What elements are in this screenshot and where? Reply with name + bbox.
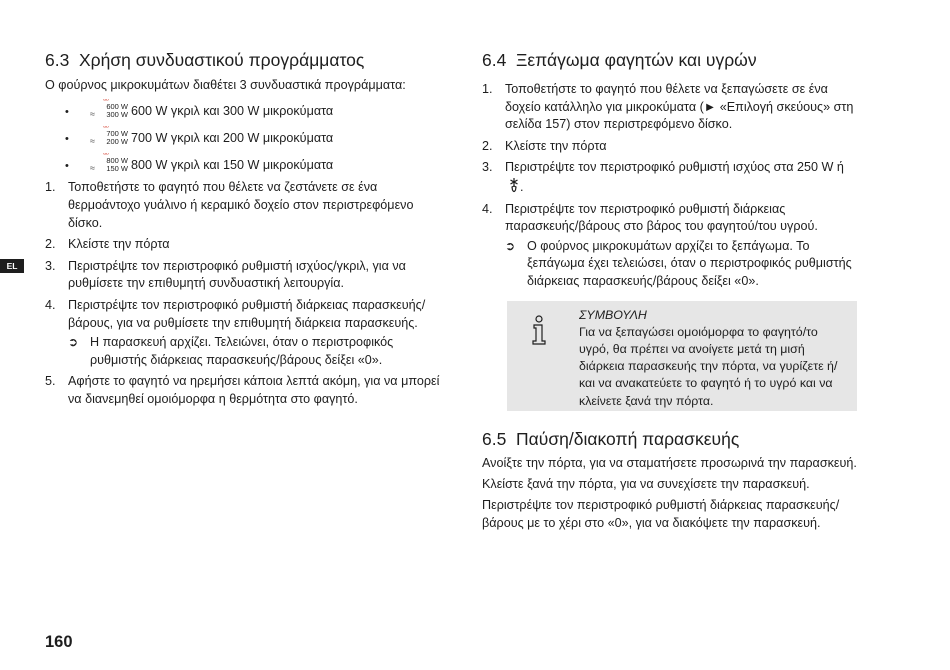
program-list: [45, 98, 447, 179]
info-icon: [529, 315, 549, 345]
program-item: • ᵕᵕᵕ ≈ 700 W 200 W 700 W γκριλ και 200 W μικροκύματα: [45, 125, 447, 152]
result-arrow-icon: ➲: [68, 335, 79, 350]
section-heading: 6.3 Χρήση συνδυαστικού προγράμματος: [45, 50, 365, 70]
language-tab: EL: [0, 259, 24, 273]
paragraph: Κλείστε ξανά την πόρτα, για να συνεχίσετε την παρασκευή.: [482, 476, 810, 491]
tip-box: [507, 301, 857, 411]
combination-program-icon: ᵕᵕᵕ ≈ 600 W 300 W: [90, 97, 128, 120]
defrost-icon: [508, 177, 520, 195]
program-item: • ᵕᵕᵕ ≈ 600 W 300 W 600 W γκριλ και 300 W μικροκύματα: [45, 98, 447, 125]
step-item: 1. Τοποθετήστε το φαγητό που θέλετε να ξεπαγώσετε σε ένα δοχείο κατάλληλο για μικροκύματα (► «Επιλογή σκεύους» στη σελίδα 157) στον περιστρεφόμενο δίσκο.: [482, 82, 854, 132]
program-item: • ᵕᵕᵕ ≈ 800 W 150 W 800 W γκριλ και 150 W μικροκύματα: [45, 152, 447, 179]
step-item: 4. Περιστρέψτε τον περιστροφικό ρυθμιστή διάρκειας παρασκευής/βάρους στο βάρος του φαγητού/του υγρού. ➲ Ο φούρνος μικροκυμάτων αρχίζει το ξεπάγωμα. Το ξεπάγωμα έχει τελειώσει, όταν ο περιστροφικός ρυθμιστής διάρκειας παρασκευής/βάρους δείξει «0».: [482, 201, 858, 291]
step-result: ➲ Η παρασκευή αρχίζει. Τελειώνει, όταν ο περιστροφικός ρυθμιστής διάρκειας παρασκευής/βάρους δείξει «0».: [68, 335, 394, 367]
step-item: 2. Κλείστε την πόρτα: [482, 138, 607, 153]
paragraph: Ανοίξτε την πόρτα, για να σταματήσετε προσωρινά την παρασκευή.: [482, 455, 857, 470]
paragraph: Περιστρέψτε τον περιστροφικό ρυθμιστή διάρκειας παρασκευής/βάρους με το χέρι στο «0», για να διακόψετε την παρασκευή.: [482, 498, 840, 530]
section-6-4: [482, 50, 858, 532]
tip-text: Για να ξεπαγώσει ομοιόμορφα το φαγητό/το υγρό, θα πρέπει να ανοίγετε μετά τη μισή διάρκεια παρασκευής την πόρτα, να γυρίζετε ή/και να ανακατεύετε το φαγητό ή το υγρό και να κλείνετε ξανά την πόρτα.: [579, 324, 838, 408]
combination-program-icon: ᵕᵕᵕ ≈ 800 W 150 W: [90, 151, 128, 174]
section-heading: 6.5 Παύση/διακοπή παρασκευής: [482, 428, 740, 449]
section-intro: Ο φούρνος μικροκυμάτων διαθέτει 3 συνδυαστικά προγράμματα:: [45, 78, 406, 92]
steps-list: [45, 179, 447, 408]
step-item: 2. Κλείστε την πόρτα: [45, 237, 170, 252]
tip-title: ΣΥΜΒΟΥΛΗ: [579, 307, 647, 322]
page-number: 160: [45, 633, 73, 651]
section-6-5: [482, 429, 858, 533]
steps-list: [482, 81, 858, 291]
result-arrow-icon: ➲: [505, 238, 516, 253]
step-item: 1. Τοποθετήστε το φαγητό που θέλετε να ζεστάνετε σε ένα θερμοάντοχο γυάλινο ή κεραμικό δοχείο στον περιστρεφόμενο δίσκο.: [45, 180, 414, 230]
combination-program-icon: ᵕᵕᵕ ≈ 700 W 200 W: [90, 124, 128, 147]
step-result: ➲ Ο φούρνος μικροκυμάτων αρχίζει το ξεπάγωμα. Το ξεπάγωμα έχει τελειώσει, όταν ο περιστροφικός ρυθμιστής διάρκειας παρασκευής/βάρους δείξει «0».: [505, 238, 852, 288]
section-6-3: [45, 50, 447, 413]
step-item: 3. Περιστρέψτε τον περιστροφικό ρυθμιστή ισχύος/γκριλ, για να ρυθμίσετε την επιθυμητή συνδυαστική λειτουργία.: [45, 258, 406, 291]
step-item: 4. Περιστρέψτε τον περιστροφικό ρυθμιστή διάρκειας παρασκευής/βάρους, για να ρυθμίσετε την επιθυμητή διάρκεια παρασκευής. ➲ Η παρασκευή αρχίζει. Τελειώνει, όταν ο περιστροφικός ρυθμιστής διάρκειας παρασκευής/βάρους δείξει «0».: [45, 297, 447, 369]
section-heading: 6.4 Ξεπάγωμα φαγητών και υγρών: [482, 50, 757, 70]
step-item: 5. Αφήστε το φαγητό να ηρεμήσει κάποια λεπτά ακόμη, για να μπορεί να διανεμηθεί ομοιόμορφα η θερμότητα στο φαγητό.: [45, 374, 440, 406]
step-item: 3. Περιστρέψτε τον περιστροφικό ρυθμιστή ισχύος στα 250 W ή .: [482, 160, 844, 194]
